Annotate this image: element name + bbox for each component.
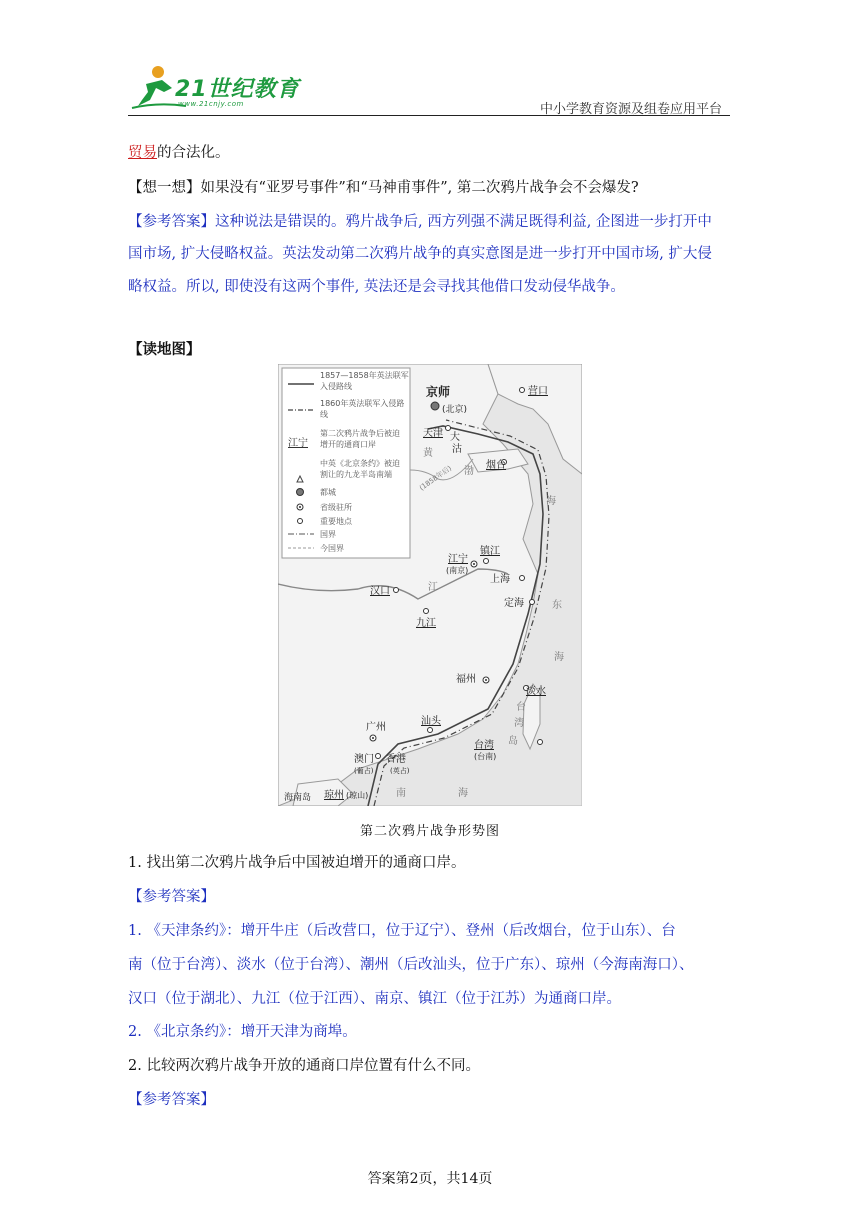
map-label-macau: 澳门	[354, 754, 374, 765]
map-label-zhenjiang: 镇江	[480, 546, 500, 557]
platform-name: 中小学教育资源及组卷应用平台	[540, 102, 723, 117]
map-label-dagu: 沽	[452, 444, 462, 455]
logo-url: www.21cnjy.com	[178, 100, 244, 108]
legend-text: 重要地点	[320, 517, 352, 526]
question-2: 2. 比较两次鸦片战争开放的通商口岸位置有什么不同。	[128, 1058, 480, 1074]
logo-text: 21世纪教育	[175, 77, 300, 102]
sea-label: 海	[554, 652, 564, 663]
sea-label: 东	[552, 600, 562, 611]
sea-label: 海	[546, 496, 556, 507]
historical-map	[278, 364, 582, 806]
legend-text: 1857—1858年英法联军	[320, 371, 409, 380]
line-text: 的合法化。	[157, 145, 230, 161]
legend-text: 省级驻所	[320, 503, 352, 512]
legend-text: 割让的九龙半岛南端	[320, 470, 392, 479]
strait-label: 湾	[514, 718, 524, 729]
header-divider	[128, 115, 730, 116]
legend-text: 今国界	[320, 544, 344, 553]
answer-line: 略权益。所以, 即使没有这两个事件, 英法还是会寻找其他借口发动侵华战争。	[128, 279, 625, 295]
answer-line: 国市场, 扩大侵略权益。英法发动第二次鸦片战争的真实意图是进一步打开中国市场, 扩大侵	[128, 246, 712, 262]
map-label-hongkong: 香港	[386, 754, 406, 765]
think-text: 如果没有“亚罗号事件”和“马神甫事件”, 第二次鸦片战争会不会爆发?	[200, 180, 639, 196]
map-label-dinghai: 定海	[504, 598, 524, 609]
page-footer: 答案第2页，共14页	[367, 1171, 493, 1187]
year-note: (1858年后)	[418, 464, 454, 493]
answer-label: 【参考答案】	[128, 214, 215, 230]
think-label: 【想一想】	[128, 180, 201, 196]
map-label-tainan: (台南)	[474, 752, 497, 761]
legend-sample: 江宁	[288, 438, 308, 449]
map-label-yingkou: 营口	[528, 386, 548, 397]
strait-label: 岛	[508, 736, 518, 747]
legend-text: 中英《北京条约》被迫	[320, 459, 400, 468]
legend-text: 增开的通商口岸	[320, 440, 376, 449]
read-map-heading: 【读地图】	[128, 341, 201, 358]
paragraph-line	[128, 143, 230, 163]
map-caption: 第二次鸦片战争形势图	[359, 824, 500, 839]
legend-text: 第二次鸦片战争后被迫	[320, 429, 400, 438]
map-label-yantai: 烟台	[486, 460, 506, 471]
think-question	[128, 178, 639, 198]
answer-line: 2. 《北京条约》：增开天津为商埠。	[128, 1024, 357, 1040]
map-label-beijing-sub: (北京)	[442, 405, 468, 415]
map-label-nanjing: (南京)	[446, 566, 469, 575]
map-label-qiongshan: (琼山)	[346, 791, 369, 800]
sea-label: 南	[396, 788, 406, 799]
question-1: 1. 找出第二次鸦片战争后中国被迫增开的通商口岸。	[128, 855, 466, 871]
highlight-term: 贸易	[128, 145, 157, 161]
map-label-tianjin: 天津	[423, 428, 443, 439]
map-label-jiujiang: 九江	[416, 618, 436, 629]
map-label-shanghai: 上海	[490, 574, 510, 585]
legend-text: 都城	[320, 488, 336, 497]
answer-line	[128, 212, 712, 232]
river-label: 江	[428, 582, 438, 593]
map-label-danshui: 淡水	[526, 686, 546, 697]
map-label-hankou: 汉口	[370, 586, 390, 597]
sea-label: 黄	[423, 448, 433, 459]
map-label-macau-sub: (葡占)	[354, 767, 374, 775]
answer-line: 1. 《天津条约》：增开牛庄（后改营口，位于辽宁）、登州（后改烟台，位于山东）、台	[128, 923, 676, 939]
map-svg	[278, 364, 582, 806]
legend-text: 线	[320, 410, 328, 419]
legend-text: 入侵路线	[320, 382, 352, 391]
map-label-guangzhou: 广州	[366, 722, 386, 733]
map-label-hainan: 海南岛	[284, 793, 312, 803]
map-label-beijing: 京师	[426, 385, 451, 399]
map-label-qiongzhou: 琼州	[324, 790, 344, 801]
strait-label: 台	[516, 702, 526, 713]
legend-text: 1860年英法联军入侵路	[320, 399, 405, 408]
answer-text: 这种说法是错误的。鸦片战争后, 西方列强不满足既得利益, 企图进一步打开中	[215, 214, 712, 230]
sea-label: 渤	[464, 466, 474, 477]
sea-label: 海	[458, 788, 468, 799]
map-label-taiwan: 台湾	[474, 740, 494, 751]
legend-text: 国界	[320, 530, 336, 539]
answer-line: 汉口（位于湖北）、九江（位于江西）、南京、镇江（位于江苏）为通商口岸。	[128, 991, 621, 1007]
map-label-shantou: 汕头	[421, 716, 441, 727]
map-label-dagu: 大	[450, 432, 460, 443]
answer-label: 【参考答案】	[128, 889, 215, 905]
answer-line: 南（位于台湾）、淡水（位于台湾）、潮州（后改汕头，位于广东）、琼州（今海南海口）、	[128, 957, 694, 973]
map-label-jiangning: 江宁	[448, 554, 468, 565]
map-label-hongkong-sub: (英占)	[390, 767, 410, 775]
answer-label: 【参考答案】	[128, 1092, 215, 1108]
map-label-fuzhou: 福州	[456, 674, 476, 685]
